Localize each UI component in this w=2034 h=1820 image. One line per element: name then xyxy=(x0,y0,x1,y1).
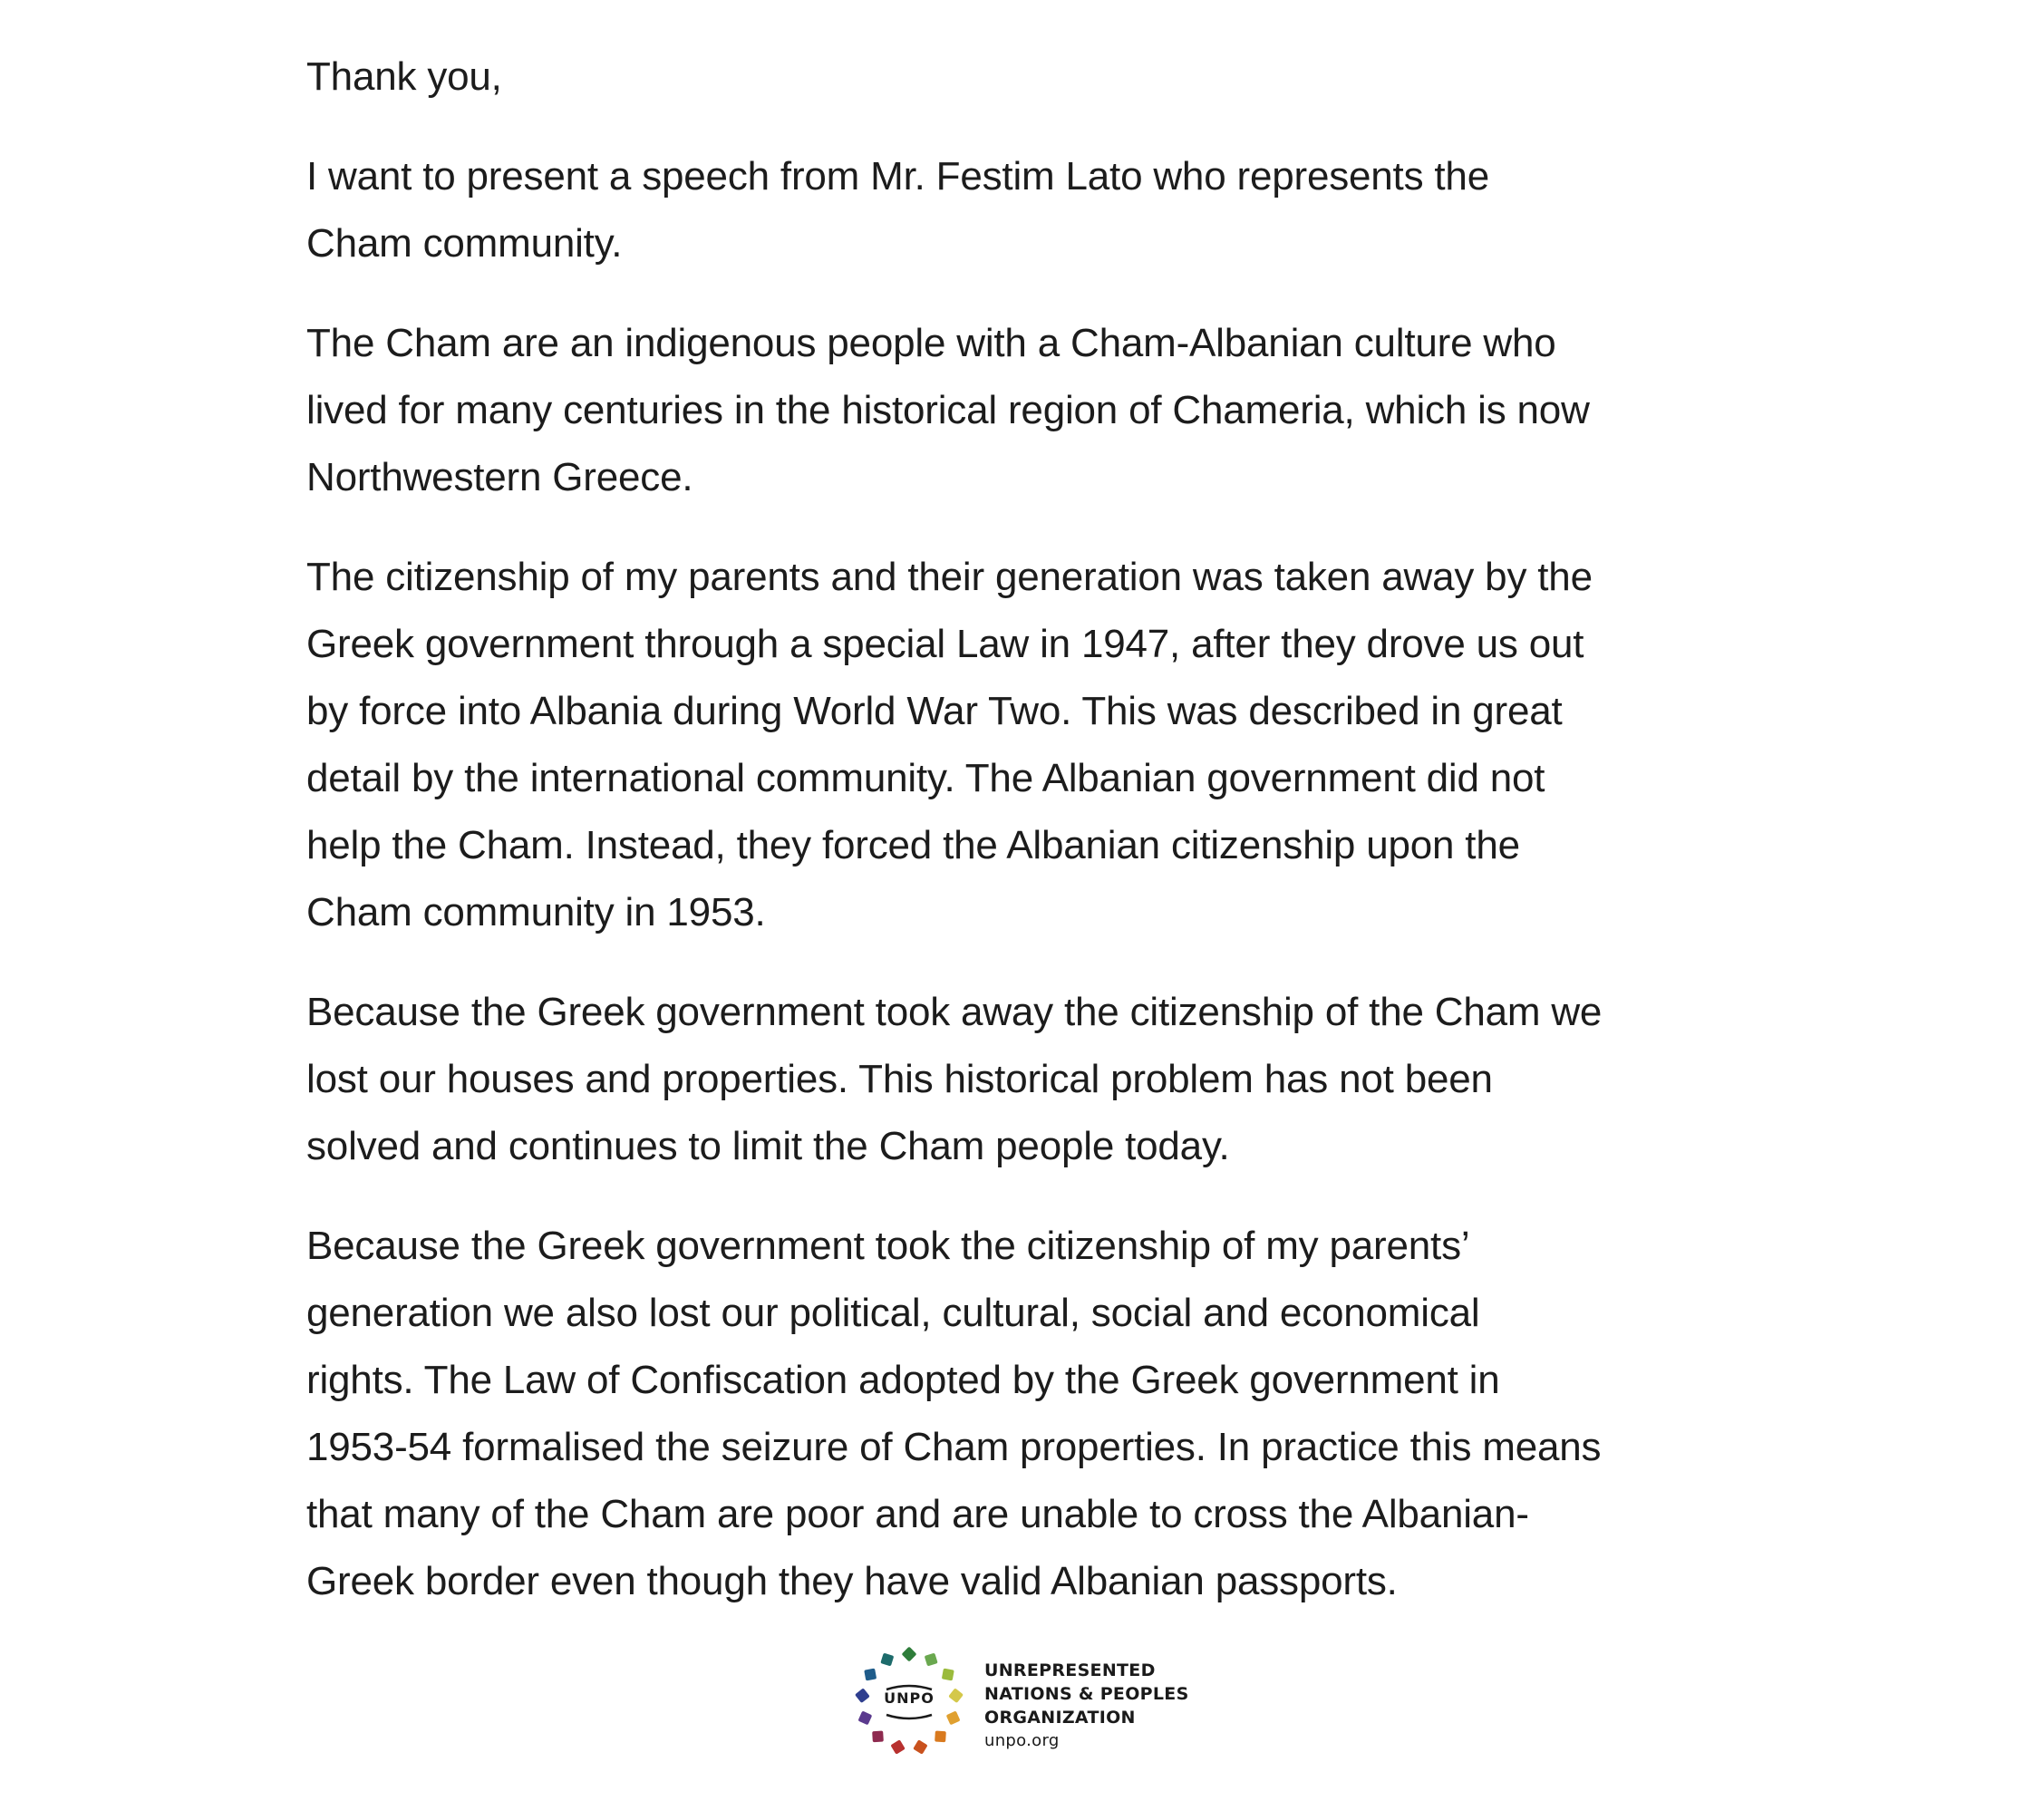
paragraph-citizenship-history: The citizenship of my parents and their generation was taken away by the Greek government through a special Law in 1947, after they drove us out by force into Albania during World War Two. This was described in great detail by the international community. The Albanian government did not help the Cham. Instead, they forced the Albanian citizenship upon the Cham community in 1953. xyxy=(306,555,1593,934)
paragraph-rights-loss: Because the Greek government took the citizenship of my parents’ generation we also lost our political, cultural, social and economical rights. The Law of Confiscation adopted by the Greek government in 1953-54 formalised the seizure of Cham properties. In practice this means that many of the Cham are poor and are unable to cross the Albanian- Greek border even though they have valid Albanian passports. xyxy=(306,1224,1602,1603)
ring-segment xyxy=(902,1647,917,1662)
ring-segment xyxy=(857,1710,872,1725)
ring-segment xyxy=(942,1669,954,1681)
logo-line-2: NATIONS & PEOPLES xyxy=(984,1684,1189,1704)
ring-segment xyxy=(880,1652,894,1666)
ring-segment xyxy=(948,1688,964,1703)
paragraph-introduction: I want to present a speech from Mr. Festim Lato who represents the Cham community. xyxy=(306,154,1489,266)
logo-organization-name xyxy=(984,1659,1189,1753)
logo-line-1: UNREPRESENTED xyxy=(984,1660,1156,1680)
ring-segment xyxy=(925,1652,938,1666)
speech-text xyxy=(306,44,1793,1648)
ring-segment xyxy=(864,1669,877,1681)
ring-segment xyxy=(913,1739,927,1754)
ring-segment xyxy=(872,1731,884,1743)
ring-segment xyxy=(935,1731,946,1743)
paragraph-cham-background: The Cham are an indigenous people with a Cham-Albanian culture who lived for many centuries in the historical region of Chameria, which is now Northwestern Greece. xyxy=(306,321,1590,499)
logo-line-3: ORGANIZATION xyxy=(984,1708,1136,1728)
paragraph-property-loss: Because the Greek government took away the citizenship of the Cham we lost our houses and properties. This historical problem has not been solved and continues to limit the Cham people today. xyxy=(306,990,1603,1168)
logo-url: unpo.org xyxy=(984,1731,1060,1750)
ring-segment xyxy=(946,1710,961,1725)
ring-segment xyxy=(855,1688,870,1703)
ring-segment xyxy=(890,1739,905,1754)
logo-abbreviation: UNPO xyxy=(884,1689,935,1707)
unpo-logo xyxy=(850,1642,1213,1760)
paragraph-greeting: Thank you, xyxy=(306,54,502,99)
logo-arc-bottom xyxy=(886,1715,932,1718)
